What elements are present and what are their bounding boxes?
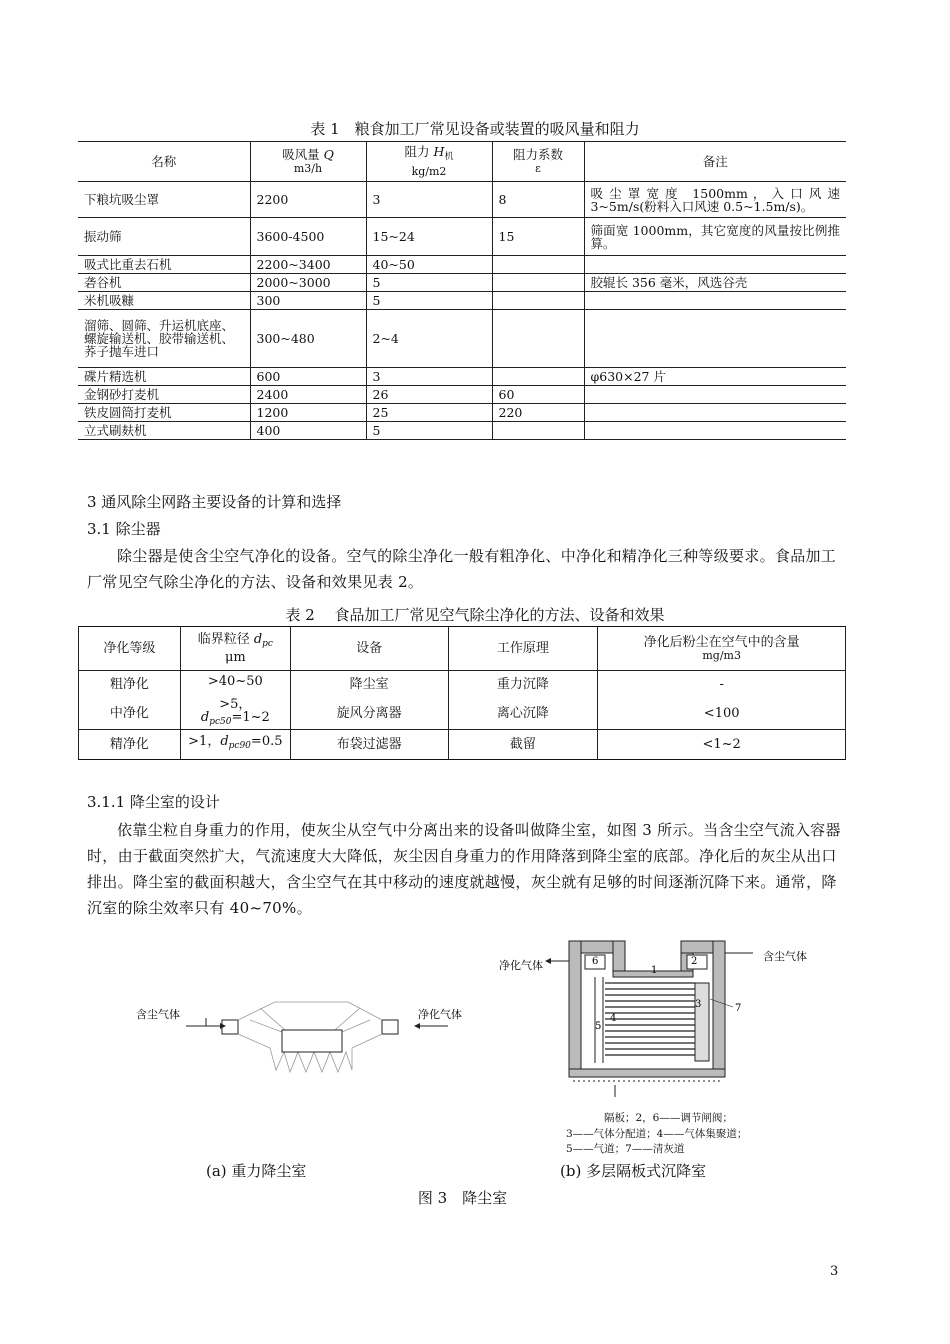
header-flow: 吸风量 Q m3/h: [250, 142, 366, 182]
table1-row: [78, 218, 846, 256]
header-content: 净化后粉尘在空气中的含量 mg/m3: [598, 627, 846, 671]
table2-cell-principle: 离心沉降: [448, 698, 598, 730]
table1-cell-note: [584, 422, 846, 440]
table1-cell-coef: [492, 256, 584, 274]
figure-a-outlet-label: 净化气体: [418, 1008, 462, 1021]
table1-row: [78, 310, 846, 368]
table1-cell-coef: 220: [492, 404, 584, 422]
table1-cell-note: 胶辊长 356 毫米，风选谷壳: [584, 274, 846, 292]
table1-cell-note: 筛面宽 1000mm，其它宽度的风量按比例推算。: [584, 218, 846, 256]
table1-cell-name: 铁皮圆筒打麦机: [78, 404, 250, 422]
section3-heading: 3 通风除尘网路主要设备的计算和选择: [87, 493, 342, 511]
figure-a-inlet-label: 含尘气体: [136, 1008, 180, 1021]
table1-cell-res: 25: [366, 404, 492, 422]
settling-box: [282, 1030, 342, 1052]
table1-cell-res: 15~24: [366, 218, 492, 256]
table2-caption: 表 2 食品加工厂常见空气除尘净化的方法、设备和效果: [285, 606, 665, 624]
figure-b-outlet-label: 净化气体: [499, 959, 543, 972]
clean-out-channel: [695, 983, 709, 1061]
table1-cell-coef: [492, 422, 584, 440]
table1-cell-coef: 15: [492, 218, 584, 256]
table1-cell-res: 5: [366, 274, 492, 292]
table1-cell-res: 5: [366, 422, 492, 440]
table2-cell-diameter: >40~50: [180, 671, 290, 698]
header-diameter: 临界粒径 $d_{pc}$ μm: [180, 627, 290, 671]
table1-cell-flow: 1200: [250, 404, 366, 422]
section31-heading: 3.1 除尘器: [87, 520, 161, 538]
table1-row: [78, 182, 846, 218]
table1-cell-note: [584, 404, 846, 422]
inlet-duct: [222, 1020, 238, 1034]
table1-cell-res: 26: [366, 386, 492, 404]
table1-cell-name: 吸式比重去石机: [78, 256, 250, 274]
section31-paragraph: 除尘器是使含尘空气净化的设备。空气的除尘净化一般有粗净化、中净化和精净化三种等级要求。食品加工厂常见空气除尘净化的方法、设备和效果见表 2。: [87, 547, 837, 591]
table1-cell-flow: 3600-4500: [250, 218, 366, 256]
table1-cell-coef: 60: [492, 386, 584, 404]
figure-b-legend-3: 5——气道；7——清灰道: [566, 1143, 685, 1155]
section311-heading: 3.1.1 降尘室的设计: [87, 793, 220, 811]
table1-caption: 表 1 粮食加工厂常见设备或装置的吸风量和阻力: [310, 120, 640, 138]
table1-cell-coef: [492, 292, 584, 310]
table1-cell-coef: [492, 310, 584, 368]
figure-a-caption: (a) 重力降尘室: [206, 1162, 307, 1180]
header-coefficient: 阻力系数 ε: [492, 142, 584, 182]
table1-row: [78, 422, 846, 440]
header-level: 净化等级: [79, 627, 181, 671]
table1-cell-note: [584, 386, 846, 404]
table2-header-row: [79, 627, 846, 671]
figure-caption: 图 3 降尘室: [417, 1189, 508, 1207]
table1-row: [78, 368, 846, 386]
label-6: 6: [592, 956, 599, 967]
figure-b-legend-1: 隔板；2，6——调节闸阀；: [604, 1112, 733, 1124]
table1-row: [78, 386, 846, 404]
table2-cell-content: -: [598, 671, 846, 698]
page-number: 3: [830, 1264, 839, 1279]
table1-cell-flow: 600: [250, 368, 366, 386]
table2-cell-level: 粗净化: [79, 671, 181, 698]
table1-row: [78, 256, 846, 274]
table1-cell-name: 立式刷麸机: [78, 422, 250, 440]
header-principle: 工作原理: [448, 627, 598, 671]
table1-cell-note: [584, 292, 846, 310]
table1-cell-name: 碟片精选机: [78, 368, 250, 386]
table2-cell-content: <100: [598, 698, 846, 730]
header-equipment: 设备: [290, 627, 448, 671]
table2-row: [79, 729, 846, 759]
label-2: 2: [691, 956, 698, 967]
table1-cell-name: 振动筛: [78, 218, 250, 256]
table1-cell-name: 砻谷机: [78, 274, 250, 292]
label-7: 7: [735, 1003, 742, 1014]
figure-b-legend-2: 3——气体分配道；4——气体集聚道；: [566, 1128, 748, 1140]
figure-b-caption: (b) 多层隔板式沉降室: [560, 1162, 707, 1180]
outlet-duct: [382, 1020, 398, 1034]
figure-b-diagram: [495, 935, 830, 1110]
table1-cell-note: [584, 310, 846, 368]
label-5: 5: [595, 1021, 602, 1032]
label-1: 1: [651, 965, 658, 976]
table1-cell-res: 2~4: [366, 310, 492, 368]
header-name: 名称: [78, 142, 250, 182]
table1-header-row: [78, 142, 846, 182]
table2: [78, 626, 846, 760]
table1-cell-coef: 8: [492, 182, 584, 218]
table2-cell-level: 精净化: [79, 729, 181, 759]
label-3: 3: [695, 999, 702, 1010]
table2-cell-principle: 截留: [448, 729, 598, 759]
table1-row: [78, 292, 846, 310]
table1-cell-flow: 2200: [250, 182, 366, 218]
table1-cell-name: 溜筛、圆筛、升运机底座、螺旋输送机、胶带输送机、荞子抛车进口: [78, 310, 250, 368]
header-note: 备注: [584, 142, 846, 182]
table1-cell-flow: 400: [250, 422, 366, 440]
table2-row: [79, 671, 846, 698]
table2-cell-content: <1~2: [598, 729, 846, 759]
table1-cell-name: 下粮坑吸尘罩: [78, 182, 250, 218]
table1-row: [78, 274, 846, 292]
table1-cell-res: 40~50: [366, 256, 492, 274]
table1-cell-res: 3: [366, 368, 492, 386]
table2-cell-equip: 布袋过滤器: [290, 729, 448, 759]
table1-cell-note: 吸 尘 罩 宽 度 1500mm ， 入 口 风 速 3~5m/s(粉料入口风速 0.5~1.5m/s)。: [584, 182, 846, 218]
table1-cell-flow: 2200~3400: [250, 256, 366, 274]
table1-cell-flow: 2400: [250, 386, 366, 404]
figure-a-diagram: [120, 990, 480, 1090]
table2-cell-equip: 旋风分离器: [290, 698, 448, 730]
table1: [78, 141, 846, 440]
table1-cell-note: [584, 256, 846, 274]
figure-b-inlet-label: 含尘气体: [763, 950, 807, 963]
table2-cell-diameter: >5，$d_{pc50}=1\sim 2$: [180, 698, 290, 730]
table1-cell-flow: 2000~3000: [250, 274, 366, 292]
table2-cell-level: 中净化: [79, 698, 181, 730]
table1-cell-flow: 300: [250, 292, 366, 310]
table1-cell-note: φ630×27 片: [584, 368, 846, 386]
header-resistance: 阻力 $H_机$ kg/m2: [366, 142, 492, 182]
table2-cell-equip: 降尘室: [290, 671, 448, 698]
table1-cell-res: 3: [366, 182, 492, 218]
table2-cell-diameter: >1，$d_{pc90}=0.5$: [180, 729, 290, 759]
trays: [605, 983, 695, 1055]
label-4: 4: [610, 1013, 617, 1024]
table1-cell-name: 米机吸糠: [78, 292, 250, 310]
left-wall: [569, 941, 581, 1075]
section311-paragraph: 依靠尘粒自身重力的作用，使灰尘从空气中分离出来的设备叫做降尘室，如图 3 所示。当含尘空气流入容器时，由于截面突然扩大，气流速度大大降低，灰尘因自身重力的作用降落到降尘室的底部。净化后的灰尘从出口排出。降尘室的截面积越大，含尘空气在其中移动的速度就越慢，灰尘就有足够的时间逐渐沉降下来。通常，降沉室的除尘效率只有 40~70%。: [87, 821, 841, 917]
right-wall: [713, 941, 725, 1075]
table1-cell-res: 5: [366, 292, 492, 310]
table1-row: [78, 404, 846, 422]
table2-row: [79, 698, 846, 730]
table1-cell-coef: [492, 368, 584, 386]
table1-cell-name: 金钢砂打麦机: [78, 386, 250, 404]
table2-cell-principle: 重力沉降: [448, 671, 598, 698]
table1-cell-flow: 300~480: [250, 310, 366, 368]
table1-cell-coef: [492, 274, 584, 292]
